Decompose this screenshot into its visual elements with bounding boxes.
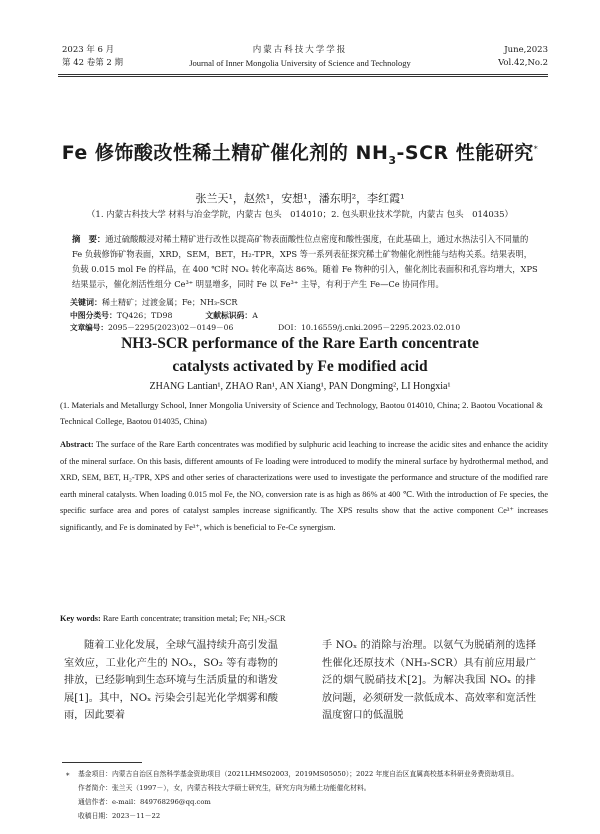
meta-block-cn [70,296,542,309]
keywords-en-text: Rare Earth concentrate; transition metal; Fe; NH₃-SCR [102,614,286,623]
journal-name-cn: 内蒙古科技大学学报 [252,45,348,55]
keywords-cn-label: 关键词： [70,298,102,307]
keywords-cn-text: 稀土精矿；过渡金属；Fe；NH₃-SCR [102,298,238,307]
title-cn-main: Fe 修饰酸改性稀土精矿催化剂的 NH [61,142,389,164]
footnote-email: 通信作者：e-mail：849768296@qq.com [78,798,211,806]
header-rule-2 [58,76,548,77]
keywords-en [60,614,548,623]
doccode-label: 文献标识码： [205,311,253,320]
affiliation-en: (1. Materials and Metallurgy School, Inner Mongolia University of Science and Technology, Baotou 014010, China; 2. Baotou Vocational & Technical College, Baotou 014035, China) [60,400,543,426]
abstract-en-text: The surface of the Rare Earth concentrates was modified by sulphuric acid leaching to increase the acidic sites and enhance the acidity of the mineral surface. On this basis, different amounts of Fe loading were introduced to modify the mineral surface by hydrothermal method, and XRD, SEM, BET, H₂-TPR, XPS and other series of characterizations were used to investigate the performance and structure of the modified rare earth mineral catalysts. When loading 0.015 mol Fe, the NOₓ conversion rate is as high as 86% at 400 ℃. With the introduction of Fe species, the specific surface area and pores of catalyst samples increase significantly. The XPS results show that the active component Ce³⁺ increases significantly, and Fe is dominated by Fe³⁺, which is beneficial to Fe-Ce synergism. [60,440,548,532]
authors-en: ZHANG Lantian¹, ZHAO Ran¹, AN Xiang¹, PAN Dongming², LI Hongxia¹ [149,381,451,392]
article-info-line [70,322,542,334]
footnote-received: 收稿日期：2023－11－22 [78,812,161,820]
body-column-left: 随着工业化发展，全球气温持续升高引发温室效应，工业化产生的 NOₓ，SO₂ 等有毒物的排放，已经影响到生态环境与生活质量的和谐发展[1]。其中，NOₓ 污染会引起光化学烟雾和酸雨，因此要着 [64,640,278,721]
header-rule [58,74,548,75]
title-cn [0,138,600,167]
footnote-star: * [66,772,70,780]
keywords-cn [70,296,542,309]
header-volume: 第 42 卷第 2 期 [62,58,124,68]
doccode-value: A [252,311,258,320]
abstract-cn-label: 摘 要： [72,234,106,244]
abstract-cn-text: 通过硫酸酸浸对稀土精矿进行改性以提高矿物表面酸性位点密度和酸性强度，在此基础上，通过水热法引入不同量的 Fe 负载修饰矿物表面，XRD，SEM，BET，H₂-TPR，XPS 等一系列表征探究稀土矿物催化剂性能与结构关系。结果表明，负载 0.015 mol Fe 的样品，在 400 ℃时 NOₓ 转化率高达 86%。随着 Fe 物种的引入，催化剂比表面积和孔容均增大，XPS 结果显示，催化剂活性组分 Ce³⁺ 明显增多，同时 Fe 以 Fe³⁺ 主导，有利于产生 Fe—Ce 协同作用。 [72,234,538,289]
abstract-cn [72,232,538,292]
title-cn-sub: 3 [388,153,397,167]
header-volume-en: Vol.42,No.2 [498,58,548,68]
header-date-en: June,2023 [504,45,548,55]
title-footnote-mark[interactable]: * [533,144,539,154]
journal-name-en: Journal of Inner Mongolia University of Science and Technology [189,58,411,68]
header-right [498,44,548,70]
title-cn-tail: -SCR 性能研究 [396,142,534,164]
doi[interactable]: DOI：10.16559/j.cnki.2095－2295.2023.02.010 [278,323,461,332]
title-en-line2: catalysts activated by Fe modified acid [172,358,428,375]
footnote-funding: 基金项目：内蒙古自治区自然科学基金资助项目（2021LHMS02003，2019MS05050）；2022 年度自治区直属高校基本科研业务费资助项目。 [78,770,519,778]
affiliation-cn: （1. 内蒙古科技大学 材料与冶金学院，内蒙古 包头 014010；2. 包头职业技术学院，内蒙古 包头 014035） [86,210,514,220]
body-column-right: 手 NOₓ 的消除与治理。以氨气为脱硝剂的选择性催化还原技术（NH₃-SCR）具有前应用最广泛的烟气脱硝技术[2]。为解决我国 NOₓ 的排放问题，必须研发一款低成本、高效率和宽活性温度窗口的低温脱 [322,640,536,721]
header-date: 2023 年 6 月 [62,45,115,55]
title-en [0,332,600,378]
authors-cn: 张兰天¹，赵然¹，安想¹，潘东明²，李红霞¹ [195,192,405,205]
abstract-en [60,437,548,537]
article-label: 文章编号： [70,323,108,332]
abstract-en-label: Abstract: [60,440,94,449]
title-en-line1: NH3-SCR performance of the Rare Earth concentrate [121,335,479,352]
footnote-rule [62,762,142,763]
clc-label: 中图分类号： [70,311,117,320]
keywords-en-label: Key words: [60,614,101,623]
clc-value: TQ426；TD98 [116,311,173,320]
article-number: 2095－2295(2023)02－0149－06 [107,323,234,332]
classification-line [70,309,542,322]
footnote-author: 作者简介：张兰天（1997－），女，内蒙古科技大学硕士研究生，研究方向为稀土功能催化材料。 [78,784,371,792]
